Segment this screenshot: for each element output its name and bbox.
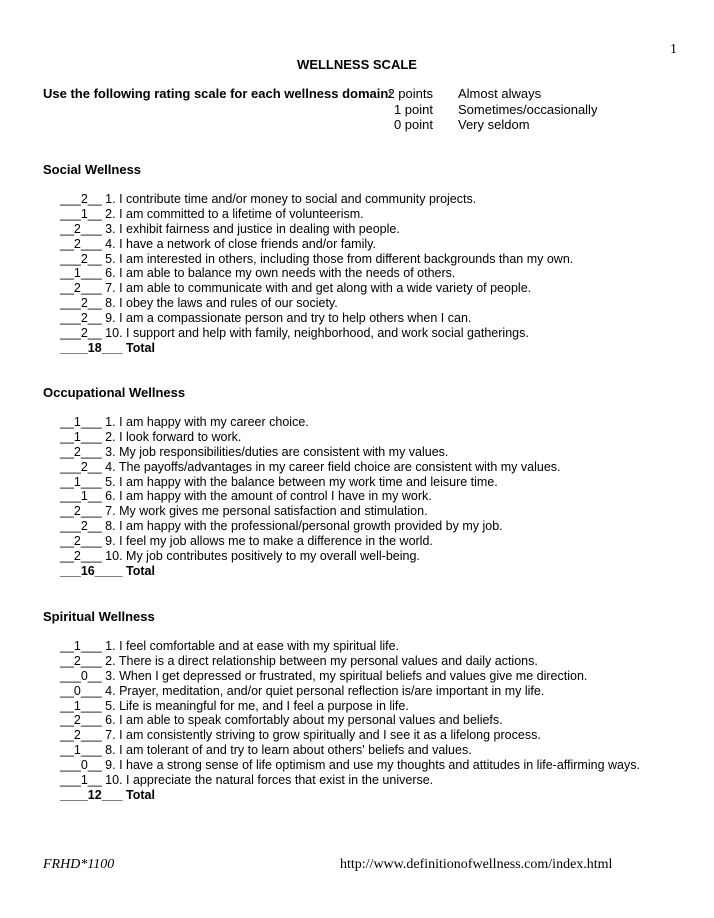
- section-social-wellness: [43, 162, 573, 356]
- list-item: ___2__ 8. I am happy with the professional/personal growth provided by my job.: [60, 519, 503, 534]
- section-occupational-wellness: [43, 385, 561, 579]
- rating-label: Sometimes/occasionally: [458, 102, 598, 117]
- rating-label: Almost always: [458, 86, 542, 101]
- list-item: __0___ 4. Prayer, meditation, and/or quiet personal reflection is/are important in my life.: [60, 683, 545, 698]
- list-item: ___0__ 3. When I get depressed or frustrated, my spiritual beliefs and values give me direction.: [60, 668, 588, 683]
- section-total: ___16____ Total: [60, 563, 155, 578]
- section-total: ____18___ Total: [60, 340, 155, 355]
- rating-points: 2 points: [387, 86, 433, 101]
- list-item: __2___ 10. My job contributes positively to my overall well-being.: [60, 549, 420, 564]
- list-item: __2___ 7. I am able to communicate with and get along with a wide variety of people.: [60, 281, 532, 296]
- rating-label: Very seldom: [458, 117, 530, 132]
- list-item: __1___ 6. I am able to balance my own needs with the needs of others.: [60, 266, 456, 281]
- rating-points: 1 point: [393, 102, 433, 117]
- footer-course-code: FRHD*1100: [43, 857, 115, 872]
- list-item: ___1__ 10. I appreciate the natural forces that exist in the universe.: [60, 773, 434, 788]
- item-list: [60, 192, 573, 356]
- list-item: __2___ 7. I am consistently striving to grow spiritually and I see it as a lifelong process.: [60, 728, 541, 743]
- rating-points: 0 point: [393, 117, 433, 132]
- section-total: ____12___ Total: [60, 787, 155, 802]
- list-item: __1___ 1. I feel comfortable and at ease with my spiritual life.: [60, 639, 400, 653]
- list-item: __2___ 6. I am able to speak comfortably about my personal values and beliefs.: [60, 713, 503, 728]
- list-item: __2___ 7. My work gives me personal satisfaction and stimulation.: [60, 504, 428, 519]
- list-item: __2___ 2. There is a direct relationship between my personal values and daily actions.: [60, 653, 538, 668]
- list-item: __2___ 9. I feel my job allows me to make a difference in the world.: [60, 534, 433, 549]
- list-item: ___1__ 6. I am happy with the amount of control I have in my work.: [60, 489, 432, 504]
- list-item: ___2__ 4. The payoffs/advantages in my career field choice are consistent with my values.: [60, 459, 561, 474]
- list-item: ___1__ 2. I am committed to a lifetime of volunteerism.: [60, 206, 364, 221]
- list-item: __1___ 8. I am tolerant of and try to learn about others' beliefs and values.: [60, 743, 472, 758]
- list-item: ___2__ 10. I support and help with family, neighborhood, and work social gatherings.: [60, 326, 529, 341]
- list-item: __2___ 4. I have a network of close friends and/or family.: [60, 236, 376, 251]
- page-number: 1: [670, 42, 677, 57]
- section-heading: Spiritual Wellness: [43, 609, 155, 624]
- page-title: WELLNESS SCALE: [297, 57, 417, 72]
- list-item: ___0__ 9. I have a strong sense of life optimism and use my thoughts and attitudes in life-affirming ways.: [60, 758, 640, 773]
- section-heading: Social Wellness: [43, 162, 142, 177]
- item-list: [60, 415, 561, 579]
- list-item: ___2__ 1. I contribute time and/or money to social and community projects.: [60, 192, 477, 206]
- list-item: ___2__ 8. I obey the laws and rules of our society.: [60, 296, 338, 311]
- rating-scale-intro: Use the following rating scale for each wellness domain:: [43, 86, 393, 101]
- section-heading: Occupational Wellness: [43, 385, 186, 400]
- list-item: ___2__ 5. I am interested in others, including those from different backgrounds than my own.: [60, 251, 574, 266]
- list-item: __2___ 3. I exhibit fairness and justice in dealing with people.: [60, 221, 400, 236]
- item-list: [60, 639, 640, 803]
- list-item: __1___ 2. I look forward to work.: [60, 429, 242, 444]
- list-item: __2___ 3. My job responsibilities/duties are consistent with my values.: [60, 444, 449, 459]
- list-item: __1___ 5. Life is meaningful for me, and I feel a purpose in life.: [60, 698, 409, 713]
- list-item: __1___ 1. I am happy with my career choice.: [60, 415, 309, 429]
- section-spiritual-wellness: [43, 609, 640, 803]
- footer-source-url: http://www.definitionofwellness.com/index.html: [340, 857, 613, 872]
- list-item: __1___ 5. I am happy with the balance between my work time and leisure time.: [60, 474, 498, 489]
- list-item: ___2__ 9. I am a compassionate person and try to help others when I can.: [60, 311, 472, 326]
